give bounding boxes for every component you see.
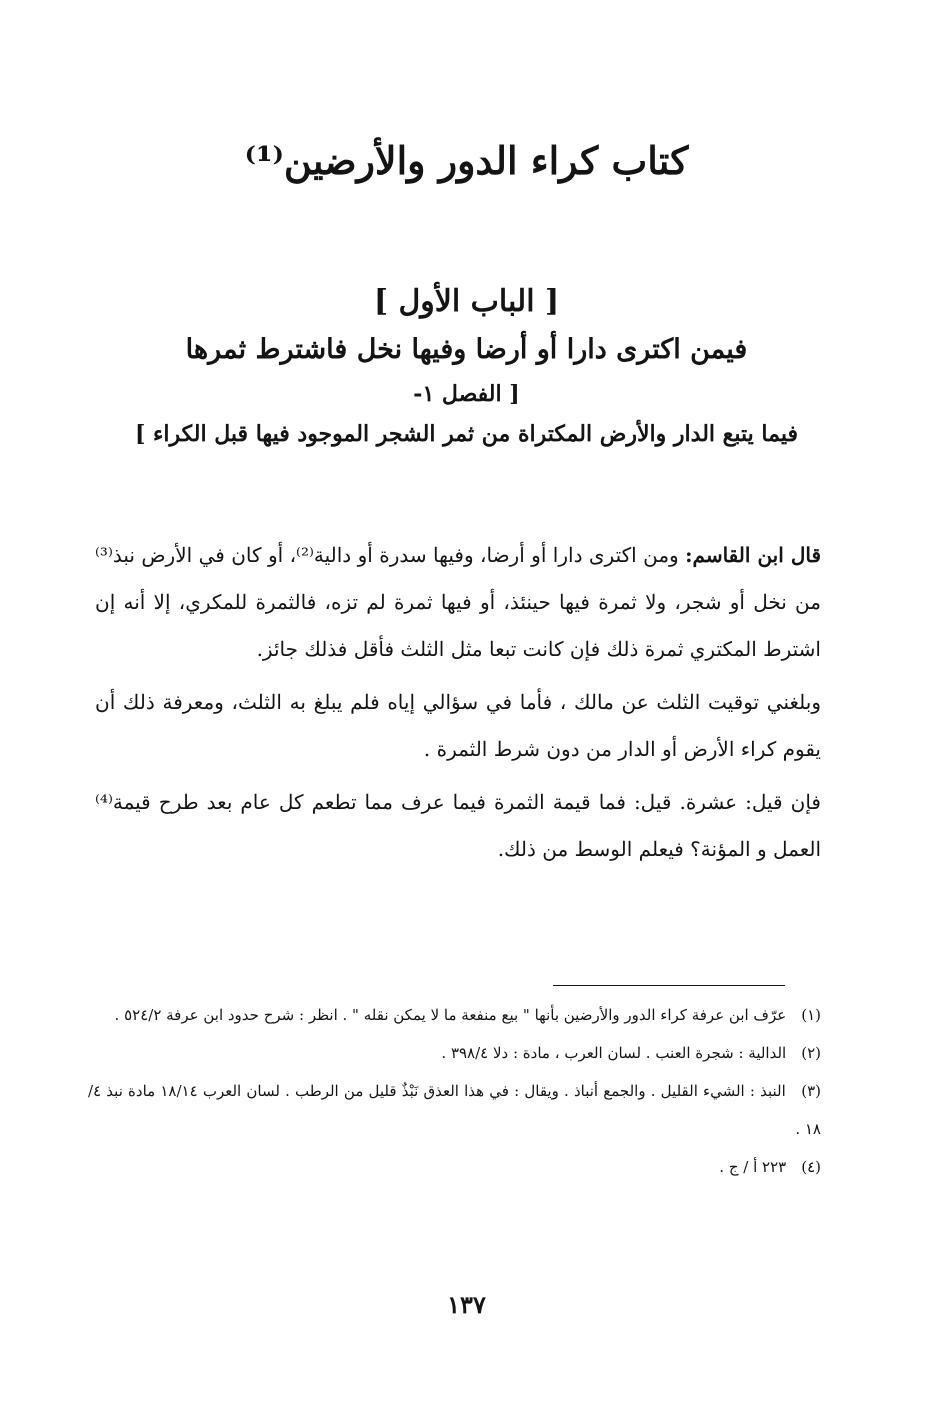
footnote-2 [88, 1034, 821, 1072]
footnote-text: ٢٢٣ أ / ج . [719, 1158, 787, 1176]
book-title: كتاب كراء الدور والأرضين⁽¹⁾ [244, 138, 689, 183]
footnote-number: (٢) [801, 1044, 821, 1062]
speaker-name: قال ابن القاسم: [685, 543, 822, 567]
page-number: ١٣٧ [447, 1290, 486, 1319]
footnote-number: (١) [801, 1006, 821, 1024]
paragraph-1 [95, 532, 821, 673]
chapter-label: [ الباب الأول ] [373, 284, 560, 319]
footnote-number: (٤) [801, 1158, 821, 1176]
footnote-3 [88, 1072, 821, 1148]
footnote-number: (٣) [801, 1082, 821, 1100]
footnote-text: النبذ : الشيء القليل . والجمع أنباذ . ويقال : في هذا العذق نَبْذٌ قليل من الرطب . لسان العرب ١٨/١٤ مادة نبذ ٤/ ١٨ . [88, 1082, 821, 1138]
footnote-text: عرّف ابن عرفة كراء الدور والأرضين بأنها " بيع منفعة ما لا يمكن نقله " . انظر : شرح حدود ابن عرفة ٥٢٤/٢ . [114, 1006, 787, 1024]
paragraph-3: فإن قيل: عشرة. قيل: فما قيمة الثمرة فيما عرف مما تطعم كل عام بعد طرح قيمة⁽⁴⁾ العمل و المؤنة؟ فيعلم الوسط من ذلك. [95, 790, 821, 861]
paragraph-1-text: ومن اكترى دارا أو أرضا، وفيها سدرة أو دالية⁽²⁾، أو كان في الأرض نبذ⁽³⁾ من نخل أو شجر، ولا ثمرة فيها حينئذ، أو فيها ثمرة لم تزه، فالثمرة للمكري، إلا أنه إن اشترط المكتري ثمرة ذلك فإن كانت تبعا مثل الثلث فأقل فذلك جائز. [95, 543, 821, 661]
body-text [95, 532, 821, 879]
footnote-4 [88, 1148, 821, 1186]
paragraph-2: وبلغني توقيت الثلث عن مالك ، فأما في سؤالي إياه فلم يبلغ به الثلث، ومعرفة ذلك أن يقوم كراء الأرض أو الدار من دون شرط الثمرة . [95, 690, 821, 761]
section-label: [ الفصل ١- [413, 381, 520, 407]
footnote-divider [553, 985, 785, 986]
footnote-1 [88, 996, 821, 1034]
chapter-title: فيمن اكترى دارا أو أرضا وفيها نخل فاشترط ثمرها [185, 334, 748, 365]
footnotes [88, 996, 821, 1186]
chapter-heading [40, 278, 893, 454]
section-title: فيما يتبع الدار والأرض المكتراة من ثمر الشجر الموجود فيها قبل الكراء ] [134, 421, 799, 447]
footnote-text: الدالية : شجرة العنب . لسان العرب ، مادة : دلا ٣٩٨/٤ . [441, 1044, 787, 1062]
